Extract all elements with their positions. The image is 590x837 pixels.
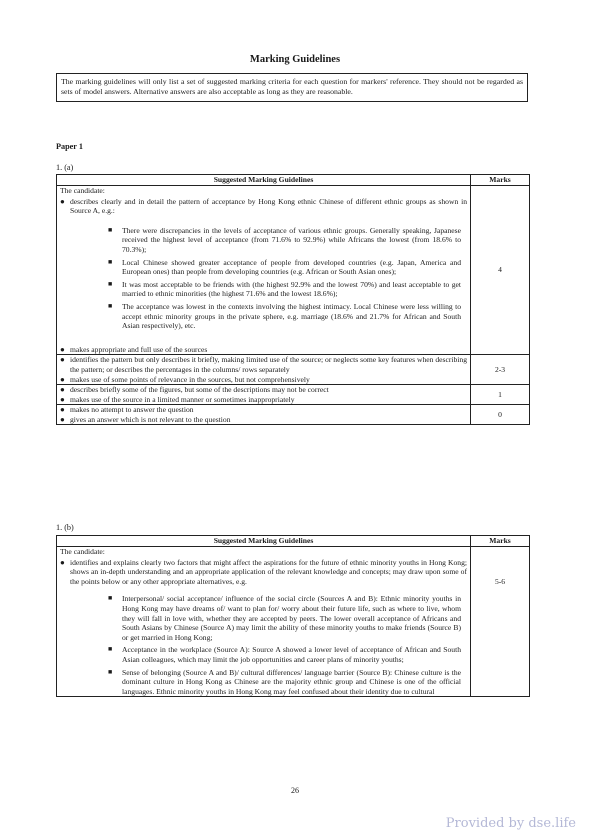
marks-cell: 0: [471, 405, 530, 425]
marks-cell: 1: [471, 385, 530, 405]
list-item: ■ Sense of belonging (Source A and B)/ cultural differences/ language barrier (Source B): Chinese culture is the dominant culture in Hong Kong as Chinese are the majority ethnic group and Chinese is one of the official languages. Ethnic minority youths in Hong Kong may feel confused about their identity due to cultural: [108, 667, 461, 696]
bullet-icon: ●: [60, 196, 65, 206]
candidate-label: The candidate:: [60, 186, 105, 195]
table-row: [57, 405, 471, 425]
bullet-icon: ●: [60, 355, 65, 365]
list-item: ■ The acceptance was lowest in the contexts involving the highest intimacy. Local Chinese were less willing to accept ethnic minority groups in the private sphere, e.g. marriage (18.6% and 21.7% for African and South Asian respectively), etc.: [108, 301, 461, 331]
question-1a-label: 1. (a): [56, 163, 74, 172]
guidelines-header: Suggested Marking Guidelines: [57, 175, 471, 186]
list-item: ■ It was most acceptable to be friends with (the highest 92.9% and the lowest 70%) and least acceptable to get married to ethnic minorities (the highest 71.6% and the lowest 18.6%);: [108, 279, 461, 299]
table-row: [57, 186, 471, 355]
square-bullet-icon: ■: [108, 594, 113, 603]
list-item: ● gives an answer which is not relevant to the question: [60, 414, 231, 424]
intro-box: The marking guidelines will only list a set of suggested marking criteria for each question for markers' reference. They should not be regarded as sets of model answers. Alternative answers are also acceptable as long as they are reasonable.: [56, 73, 528, 102]
guidelines-header: Suggested Marking Guidelines: [57, 536, 471, 547]
list-item: ● makes use of the source in a limited manner or sometimes inappropriately: [60, 394, 295, 404]
paper-heading: Paper 1: [56, 142, 83, 151]
bullet-icon: ●: [60, 385, 65, 395]
watermark: Provided by dse.life: [445, 816, 576, 831]
question-1b-table: [56, 535, 530, 697]
table-row: [57, 355, 471, 385]
candidate-label: The candidate:: [60, 547, 105, 556]
marks-header: Marks: [471, 175, 530, 186]
list-item: ■ Local Chinese showed greater acceptance of people from developed countries (e.g. Japan, America and European ones) than people from developing countries (e.g. African or South Asian ones);: [108, 257, 461, 277]
table-row: [57, 547, 471, 697]
list-item: ■ There were discrepancies in the levels of acceptance of various ethnic groups. Generally speaking, Japanese received the highest level of acceptance (from 71.6% to 92.9%) while Africans the lowest (from 18.6% to 70.3%);: [108, 225, 461, 254]
bullet-icon: ●: [60, 374, 65, 384]
marks-cell: 2-3: [471, 355, 530, 385]
list-item: ● identifies and explains clearly two factors that might affect the aspirations for the future of ethnic minority youths in Hong Kong; shows an in-depth understanding and an appropriate application of the relevant knowledge and concepts; may draw upon some of the points below or any other appropriate alternatives, e.g.: [60, 557, 467, 586]
square-bullet-icon: ■: [108, 301, 113, 310]
bullet-icon: ●: [60, 344, 65, 354]
bullet-icon: ●: [60, 405, 65, 415]
list-item: ● makes use of some points of relevance in the sources, but not comprehensively: [60, 374, 310, 384]
list-item: ■ Acceptance in the workplace (Source A): Source A showed a lower level of acceptance of African and South Asian colleagues, which may limit the job opportunities and career plans of minority youths;: [108, 645, 461, 664]
bullet-icon: ●: [60, 414, 65, 424]
page-number: 26: [291, 786, 299, 795]
sub-list: [60, 594, 467, 696]
page-title: Marking Guidelines: [249, 54, 341, 65]
marks-header: Marks: [471, 536, 530, 547]
square-bullet-icon: ■: [108, 257, 113, 266]
square-bullet-icon: ■: [108, 645, 113, 654]
list-item: ● describes clearly and in detail the pattern of acceptance by Hong Kong ethnic Chinese of different ethnic groups as shown in Source A, e.g.:: [60, 196, 467, 216]
question-1b-label: 1. (b): [56, 523, 74, 532]
list-item: ● identifies the pattern but only describes it briefly, making limited use of the source; or neglects some key features when describing the pattern; or describes the percentages in the columns/ rows separately: [60, 355, 467, 374]
list-item: ● makes no attempt to answer the question: [60, 405, 194, 415]
square-bullet-icon: ■: [108, 225, 113, 234]
bullet-icon: ●: [60, 557, 65, 567]
question-1a-table: [56, 174, 530, 425]
sub-list: [60, 226, 467, 331]
square-bullet-icon: ■: [108, 279, 113, 288]
list-item: ■ Interpersonal/ social acceptance/ influence of the social circle (Sources A and B): Ethnic minority youths in Hong Kong may have dreams of/ want to plan for/ worry about their future life, such as where to live, whom they will fall in love with, whether they are accepted by peers. The lower overall acceptance of Africans and South Asians by Chinese (Source A) may limit the ability of these minority youths to make friends (Source B) or get married in Hong Kong;: [108, 594, 461, 642]
bullet-icon: ●: [60, 394, 65, 404]
table-row: [57, 385, 471, 405]
list-item: ● makes appropriate and full use of the sources: [60, 344, 208, 354]
marks-cell: 5-6: [471, 547, 530, 697]
square-bullet-icon: ■: [108, 667, 113, 676]
list-item: ● describes briefly some of the figures, but some of the descriptions may not be correct: [60, 385, 329, 395]
marks-cell: 4: [471, 186, 530, 355]
